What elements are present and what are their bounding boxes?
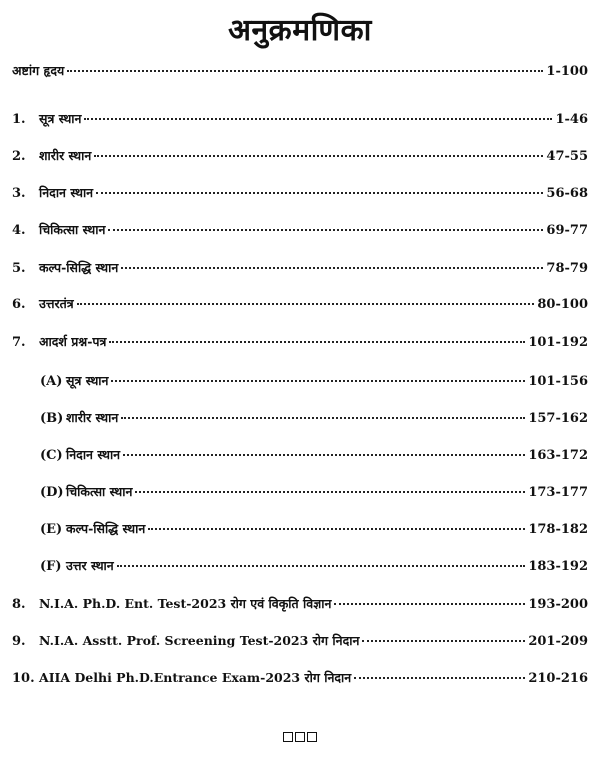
leader-dots: [362, 640, 525, 642]
entry-label: N.I.A. Asstt. Prof. Screening Test-2023 रोग निदान: [39, 633, 360, 648]
entry-label: चिकित्सा स्थान: [66, 484, 133, 499]
toc-entry: [12, 62, 588, 79]
leader-dots: [121, 267, 543, 269]
toc-subentry: [40, 409, 588, 426]
entry-number: 1.: [12, 112, 26, 127]
toc-subentry: [40, 372, 588, 389]
leader-dots: [111, 380, 525, 382]
entry-pages: 163-172: [528, 448, 588, 463]
toc-subentry: [40, 557, 588, 574]
entry-label: सूत्र स्थान: [66, 373, 109, 388]
leader-dots: [121, 417, 525, 419]
entry-pages: 1-46: [555, 112, 588, 127]
entry-pages: 157-162: [528, 411, 588, 426]
toc-entry: [12, 333, 588, 350]
entry-number: 5.: [12, 261, 26, 276]
leader-dots: [123, 454, 525, 456]
entry-label: निदान स्थान: [66, 447, 121, 462]
toc-entry: [12, 669, 588, 686]
entry-number: (C): [40, 448, 63, 463]
toc-subentry: [40, 446, 588, 463]
entry-label: उत्तर स्थान: [66, 558, 114, 573]
toc-entry: [12, 221, 588, 238]
entry-label: निदान स्थान: [39, 185, 94, 200]
end-ornament: [0, 731, 600, 745]
toc-subentry: [40, 483, 588, 500]
entry-number: 10.: [12, 671, 35, 686]
toc-entry: [12, 259, 588, 276]
entry-pages: 101-192: [528, 335, 588, 350]
entry-pages: 56-68: [546, 186, 588, 201]
entry-pages: 78-79: [546, 261, 588, 276]
entry-label: शारीर स्थान: [39, 148, 92, 163]
entry-label: कल्प-सिद्धि स्थान: [66, 521, 146, 536]
leader-dots: [96, 192, 543, 194]
toc-entry: [12, 184, 588, 201]
entry-pages: 80-100: [537, 297, 588, 312]
entry-number: 2.: [12, 149, 26, 164]
entry-number: 4.: [12, 223, 26, 238]
entry-pages: 193-200: [528, 597, 588, 612]
leader-dots: [94, 155, 543, 157]
leader-dots: [135, 491, 525, 493]
entry-label: सूत्र स्थान: [39, 111, 82, 126]
entry-number: (B): [40, 411, 64, 426]
entry-pages: 173-177: [528, 485, 588, 500]
leader-dots: [109, 341, 525, 343]
entry-number: 6.: [12, 297, 26, 312]
entry-label: शारीर स्थान: [66, 410, 119, 425]
leader-dots: [84, 118, 552, 120]
toc-entry: [12, 595, 588, 612]
entry-label: अष्टांग हृदय: [12, 63, 65, 78]
entry-pages: 210-216: [528, 671, 588, 686]
entry-number: (E): [40, 522, 63, 537]
entry-label: चिकित्सा स्थान: [39, 222, 106, 237]
entry-number: (F): [40, 559, 62, 574]
leader-dots: [148, 528, 525, 530]
entry-label: AIIA Delhi Ph.D.Entrance Exam-2023 रोग निदान: [39, 670, 352, 685]
toc-entry: [12, 110, 588, 127]
entry-label: आदर्श प्रश्न-पत्र: [39, 334, 107, 349]
entry-pages: 1-100: [546, 64, 588, 79]
entry-number: 9.: [12, 634, 26, 649]
leader-dots: [77, 303, 535, 305]
entry-label: कल्प-सिद्धि स्थान: [39, 260, 119, 275]
entry-label: उत्तरतंत्र: [39, 296, 74, 311]
leader-dots: [67, 70, 543, 72]
toc-entry: [12, 632, 588, 649]
entry-pages: 178-182: [528, 522, 588, 537]
entry-pages: 183-192: [528, 559, 588, 574]
page-title: अनुक्रमणिका: [228, 13, 372, 48]
entry-number: 8.: [12, 597, 26, 612]
toc-entry: [12, 295, 588, 312]
square-ornament-icon: [283, 732, 293, 742]
toc-subentry: [40, 520, 588, 537]
entry-pages: 201-209: [528, 634, 588, 649]
entry-pages: 101-156: [528, 374, 588, 389]
leader-dots: [334, 603, 525, 605]
entry-number: (A): [40, 374, 63, 389]
toc-entry: [12, 147, 588, 164]
leader-dots: [117, 565, 526, 567]
leader-dots: [108, 229, 543, 231]
entry-number: (D): [40, 485, 64, 500]
leader-dots: [354, 677, 525, 679]
entry-pages: 69-77: [546, 223, 588, 238]
entry-pages: 47-55: [546, 149, 588, 164]
entry-number: 7.: [12, 335, 26, 350]
square-ornament-icon: [295, 732, 305, 742]
entry-number: 3.: [12, 186, 26, 201]
entry-label: N.I.A. Ph.D. Ent. Test-2023 रोग एवं विकृति विज्ञान: [39, 596, 332, 611]
square-ornament-icon: [307, 732, 317, 742]
